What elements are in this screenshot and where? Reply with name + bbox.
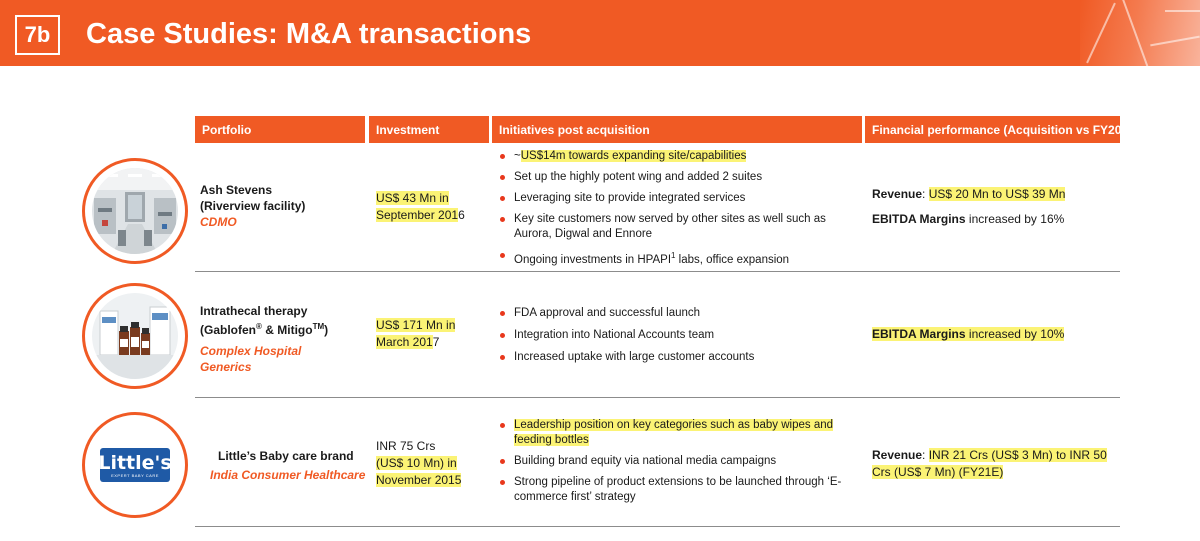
financial-separator: : (922, 187, 929, 201)
bullet-icon (500, 355, 505, 360)
entity-segment: India Consumer Healthcare (210, 468, 366, 482)
initiative-text: Building brand equity via national media campaigns (514, 455, 777, 467)
initiatives-list (500, 306, 860, 372)
slide-number-badge: 7b (15, 15, 60, 55)
list-item (500, 248, 860, 268)
initiative-text: Integration into National Accounts team (514, 329, 715, 341)
investment-cell (376, 317, 455, 351)
investment-line: September 201 (376, 208, 459, 222)
initiative-text: labs, office expansion (675, 253, 790, 266)
investment-line: (US$ 10 Mn) in (376, 456, 457, 470)
bullet-icon (500, 217, 505, 222)
investment-line: INR 75 Crs (376, 439, 436, 453)
column-header-portfolio: Portfolio (195, 116, 365, 143)
column-header-financial: Financial performance (Acquisition vs FY20) (865, 116, 1120, 143)
initiative-text: Strong pipeline of product extensions to be launched through ‘E-commerce first’ strategy (514, 476, 842, 503)
littles-logo (100, 448, 170, 482)
list-item (500, 149, 860, 164)
initiative-text: Increased uptake with large customer accounts (514, 351, 755, 363)
initiative-text: ~ (514, 150, 521, 162)
lab-facility-photo (82, 158, 188, 264)
list-item (500, 191, 860, 206)
row-divider (195, 526, 1120, 527)
list-item (500, 170, 860, 185)
initiatives-list (500, 149, 860, 274)
list-item (500, 418, 860, 448)
entity-name-line: Intrathecal therapy (200, 304, 308, 318)
entity-name-part: & Mitigo (261, 323, 313, 337)
entity-name-part: ) (324, 323, 329, 337)
entity-segment: Generics (200, 360, 252, 374)
column-header-initiatives: Initiatives post acquisition (492, 116, 862, 143)
page-title: Case Studies: M&A transactions (86, 18, 532, 50)
initiative-text: Key site customers now served by other sites as well such as Aurora, Digwal and Ennore (514, 213, 826, 240)
list-item (500, 454, 860, 469)
initiative-text: Ongoing investments in HPAPI (514, 253, 672, 266)
medicine-bottles-photo (82, 283, 188, 389)
initiative-highlight: Leadership position on key categories such as baby wipes and feeding bottles (514, 419, 834, 446)
entity-name-part: (Gablofen (200, 323, 256, 337)
list-item (500, 306, 860, 321)
portfolio-entity (200, 182, 305, 230)
initiative-text: Leveraging site to provide integrated services (514, 192, 746, 204)
header-decorative-photo (1080, 0, 1200, 66)
bullet-icon (500, 333, 505, 338)
list-item (500, 212, 860, 242)
entity-segment: Complex Hospital (200, 344, 302, 358)
initiative-highlight: US$14m towards expanding site/capabilities (520, 150, 747, 162)
investment-cell (376, 438, 461, 489)
lab-facility-illustration (92, 168, 178, 254)
financial-label: EBITDA Margins (872, 327, 966, 341)
financial-value: increased by 10% (965, 327, 1065, 341)
financial-label: Revenue (872, 448, 923, 462)
bullet-icon (500, 253, 505, 258)
financial-value: US$ 20 Mn to US$ 39 Mn (928, 187, 1066, 201)
financial-cell (872, 447, 1107, 481)
financial-value: increased by 16% (965, 212, 1065, 226)
financial-cell (872, 326, 1117, 343)
logo-tagline: EXPERT BABY CARE (111, 472, 159, 478)
investment-cell (376, 190, 465, 224)
entity-name-line: Ash Stevens (200, 183, 273, 197)
entity-name-line: (Riverview facility) (200, 199, 306, 213)
bullet-icon (500, 196, 505, 201)
entity-segment: CDMO (200, 215, 237, 229)
entity-name-line-2 (200, 319, 328, 338)
initiative-text: FDA approval and successful launch (514, 307, 701, 319)
financial-cell (872, 186, 1117, 228)
entity-name-line: Little’s Baby care brand (218, 449, 354, 463)
bullet-icon (500, 459, 505, 464)
financial-value: INR 21 Crs (US$ 3 Mn) to INR 50 Crs (US$ 7 Mn) (FY21E) (872, 448, 1107, 479)
initiatives-list (500, 418, 860, 511)
investment-line: US$ 171 Mn in (376, 318, 456, 332)
investment-line: March 201 (376, 335, 433, 349)
bullet-icon (500, 311, 505, 316)
investment-line: November 2015 (376, 473, 462, 487)
list-item (500, 475, 860, 505)
financial-label: EBITDA Margins (872, 212, 966, 226)
trademark-mark: TM (312, 322, 325, 331)
bullet-icon (500, 480, 505, 485)
bullet-icon (500, 154, 505, 159)
footnote-marker: 1 (671, 251, 676, 260)
medicine-products-illustration (92, 293, 178, 379)
list-item (500, 350, 860, 365)
registered-mark: ® (256, 322, 262, 331)
financial-label: Revenue (872, 187, 923, 201)
bullet-icon (500, 175, 505, 180)
list-item (500, 328, 860, 343)
initiative-text: Set up the highly potent wing and added 2 suites (514, 171, 763, 183)
financial-separator: : (922, 448, 929, 462)
investment-line-rest: 6 (458, 208, 465, 222)
logo-wordmark: Little's (98, 451, 172, 474)
column-header-investment: Investment (369, 116, 489, 143)
row-divider (195, 397, 1120, 398)
investment-line: US$ 43 Mn in (376, 191, 449, 205)
header-bar (0, 0, 1200, 66)
investment-line-rest: 7 (432, 335, 440, 349)
littles-logo-badge (82, 412, 188, 518)
bullet-icon (500, 423, 505, 428)
portfolio-entity (200, 303, 328, 375)
portfolio-entity (210, 448, 365, 483)
